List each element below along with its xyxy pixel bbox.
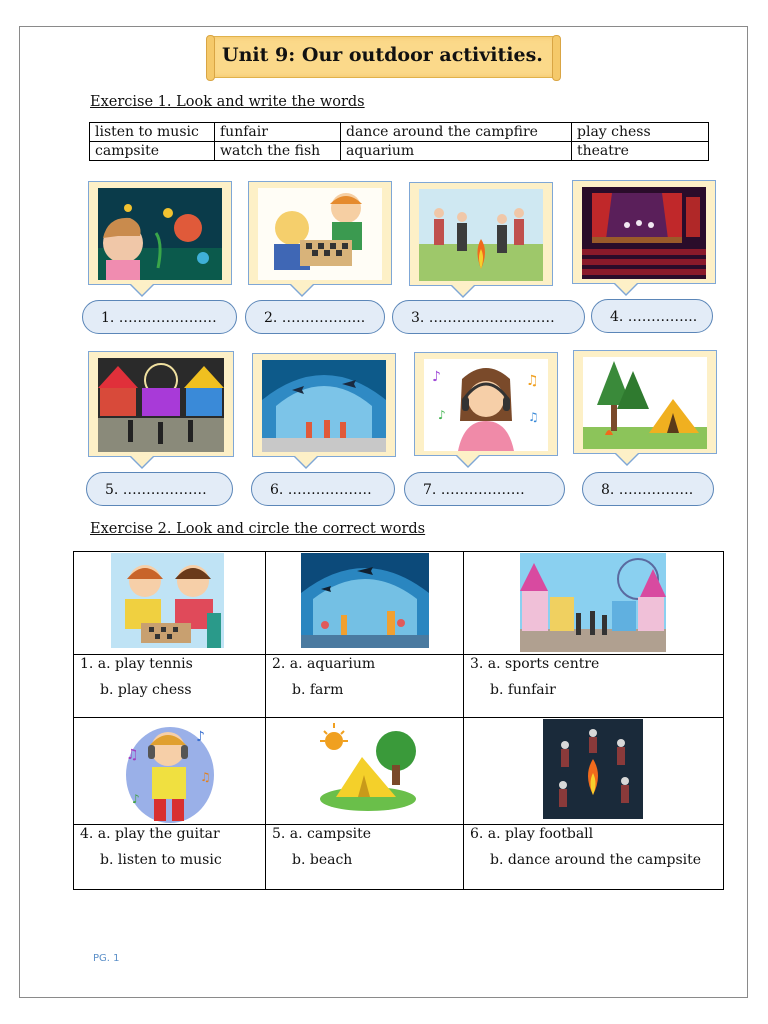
picture-cell-5 [266,718,464,825]
word-cell: funfair [215,123,341,142]
picture-card-1 [88,181,232,285]
funfair-picture [98,358,224,452]
picture-card-8 [573,350,717,454]
exercise2-heading: Exercise 2. Look and circle the correct words [90,521,426,537]
picture-card-4 [572,180,716,284]
word-cell: aquarium [341,142,572,161]
picture-cell-2 [266,552,464,655]
exercise1-heading: Exercise 1. Look and write the words [90,94,365,110]
svg-text:♪: ♪ [196,729,205,745]
picture-cell-6 [464,718,724,825]
boy-with-headphones-picture [122,719,218,823]
funfair-picture [520,553,666,652]
girl-watching-fish-picture [98,188,222,280]
picture-card-5 [88,351,234,457]
word-cell: campsite [90,142,215,161]
option-b[interactable]: b. play chess [100,682,192,698]
options-row [74,655,724,718]
svg-text:♫: ♫ [200,770,211,784]
answer-blank-6[interactable]: 6. ……………… [251,472,395,506]
option-b[interactable]: b. beach [292,852,353,868]
option-b[interactable]: b. dance around the campsite [490,852,702,868]
word-bank-table [89,122,709,161]
option-b[interactable]: b. funfair [490,682,556,698]
word-cell: theatre [572,142,709,161]
page-title: Unit 9: Our outdoor activities. [222,44,543,66]
question-5 [266,825,464,890]
campfire-dance-picture [543,719,643,819]
option-a[interactable]: 6. a. play football [470,826,594,842]
option-a[interactable]: 3. a. sports centre [470,656,600,672]
option-a[interactable]: 5. a. campsite [272,826,372,842]
svg-text:♪: ♪ [132,792,140,806]
question-2 [266,655,464,718]
campsite-tent-picture [583,357,707,449]
question-6 [464,825,724,890]
option-b[interactable]: b. farm [292,682,344,698]
boys-playing-chess-picture [258,188,382,280]
answer-blank-2[interactable]: 2. ……………... [245,300,385,334]
picture-card-2 [248,181,392,285]
word-cell: listen to music [90,123,215,142]
word-cell: play chess [572,123,709,142]
picture-row [74,552,724,655]
word-cell: dance around the campfire [341,123,572,142]
tent-picture [316,719,420,815]
picture-card-6 [252,353,396,457]
word-cell: watch the fish [215,142,341,161]
option-a[interactable]: 1. a. play tennis [80,656,193,672]
answer-blank-5[interactable]: 5. ……………… [86,472,233,506]
answer-blank-7[interactable]: 7. ……………… [404,472,565,506]
answer-blank-8[interactable]: 8. ……………. [582,472,714,506]
answer-blank-1[interactable]: 1. ………………… [82,300,237,334]
picture-card-7 [414,352,558,456]
girl-listening-music-picture [424,359,548,451]
word-bank-row [90,142,709,161]
picture-cell-1 [74,552,266,655]
page-number: PG. 1 [93,953,120,964]
svg-text:♫: ♫ [526,373,539,389]
picture-cell-4 [74,718,266,825]
option-b[interactable]: b. listen to music [100,852,222,868]
aquarium-tunnel-picture [262,360,386,452]
word-bank-row [90,123,709,142]
svg-text:♪: ♪ [432,369,441,385]
question-4 [74,825,266,890]
option-a[interactable]: 2. a. aquarium [272,656,376,672]
options-row [74,825,724,890]
svg-text:♪: ♪ [438,408,446,422]
exercise2-table [73,551,724,890]
title-banner [210,36,555,76]
answer-blank-4[interactable]: 4. …………... [591,299,713,333]
kids-playing-chess-picture [111,553,224,648]
picture-cell-3 [464,552,724,655]
svg-text:♫: ♫ [126,747,139,763]
answer-blank-3[interactable]: 3. ……………………… [392,300,585,334]
question-3 [464,655,724,718]
svg-text:♫: ♫ [528,410,539,424]
dance-around-campfire-picture [419,189,543,281]
theatre-stage-picture [582,187,706,279]
aquarium-picture [301,553,429,648]
picture-row [74,718,724,825]
question-1 [74,655,266,718]
option-a[interactable]: 4. a. play the guitar [80,826,220,842]
picture-card-3 [409,182,553,286]
